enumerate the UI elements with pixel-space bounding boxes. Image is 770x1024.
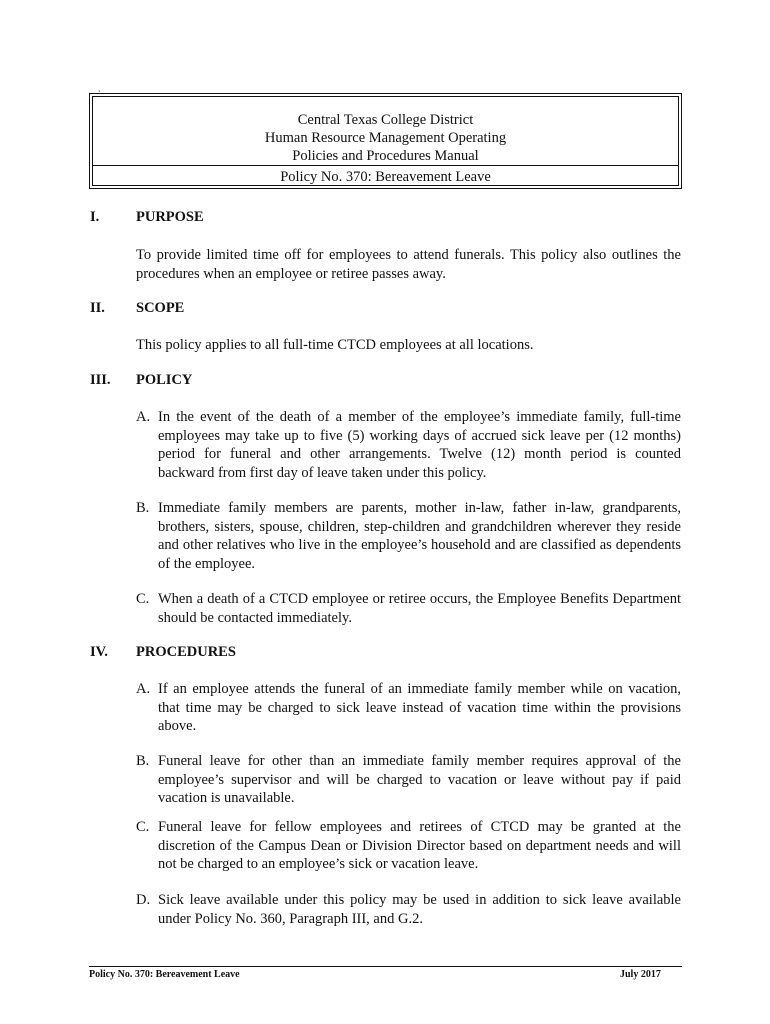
policy-item-c-label: C. — [136, 591, 150, 607]
scope-text: This policy applies to all full-time CTCD employees at all locations. — [136, 337, 534, 353]
policy-item-c — [136, 590, 681, 627]
section-number-purpose: I. — [90, 209, 100, 225]
procedure-item-b-text: Funeral leave for other than an immediate family member requires approval of the employee’s supervisor and will be charged to vacation or leave without pay if paid vacation is unavailable. — [158, 753, 681, 806]
section-title-purpose: PURPOSE — [136, 209, 204, 225]
procedure-item-c-text: Funeral leave for fellow employees and retirees of CTCD may be granted at the discretion of the Campus Dean or Division Director based on department needs and will not be charged to an employee’s sick or vacation leave. — [158, 819, 681, 872]
procedure-item-a-label: A. — [136, 681, 151, 697]
header-district: Central Texas College District — [297, 112, 474, 128]
header-title-block — [93, 97, 678, 165]
policy-item-a-text: In the event of the death of a member of the employee’s immediate family, full-time employees may take up to five (5) working days of accrued sick leave per (12 months) period for funeral and other arrangements. Twelve (12) month period is counted backward from first day of leave taken under this policy. — [158, 409, 681, 481]
policy-item-a — [136, 408, 681, 482]
procedure-item-a — [136, 680, 681, 736]
header-manual: Policies and Procedures Manual — [292, 148, 479, 164]
policy-item-b-label: B. — [136, 500, 150, 516]
section-title-policy: POLICY — [136, 372, 193, 388]
procedure-item-c — [136, 818, 681, 874]
section-number-scope: II. — [90, 300, 105, 316]
header-policy-title: Policy No. 370: Bereavement Leave — [280, 169, 491, 185]
procedure-item-a-text: If an employee attends the funeral of an immediate family member while on vacation, that time may be charged to sick leave instead of vacation time within the provisions above. — [158, 681, 681, 734]
header-divider — [93, 165, 678, 166]
policy-item-c-text: When a death of a CTCD employee or retiree occurs, the Employee Benefits Department should be contacted immediately. — [158, 591, 681, 626]
footer-policy-title: Policy No. 370: Bereavement Leave — [89, 969, 240, 980]
header-department: Human Resource Management Operating — [264, 130, 507, 146]
policy-item-b-text: Immediate family members are parents, mother in-law, father in-law, grandparents, brothers, sisters, spouse, children, step-children and grandchildren wherever they reside and other relatives who live in the employee’s household and are classified as dependents of the employee. — [158, 500, 681, 572]
procedure-item-b — [136, 752, 681, 808]
purpose-text: To provide limited time off for employees to attend funerals. This policy also outlines the procedures when an employee or retiree passes away. — [136, 247, 681, 282]
stray-mark: ` — [98, 89, 101, 99]
policy-item-a-label: A. — [136, 409, 151, 425]
procedure-item-d — [136, 891, 681, 928]
footer-rule — [89, 966, 682, 967]
procedure-item-d-text: Sick leave available under this policy may be used in addition to sick leave available under Policy No. 360, Paragraph III, and G.2. — [158, 892, 681, 927]
procedure-item-c-label: C. — [136, 819, 150, 835]
section-title-procedures: PROCEDURES — [136, 644, 236, 660]
policy-item-b — [136, 499, 681, 573]
header-box — [89, 93, 682, 189]
procedure-item-b-label: B. — [136, 753, 150, 769]
header-box-inner — [92, 96, 679, 186]
section-number-procedures: IV. — [90, 644, 108, 660]
footer-date: July 2017 — [620, 969, 661, 980]
section-number-policy: III. — [90, 372, 111, 388]
section-title-scope: SCOPE — [136, 300, 185, 316]
procedure-item-d-label: D. — [136, 892, 151, 908]
